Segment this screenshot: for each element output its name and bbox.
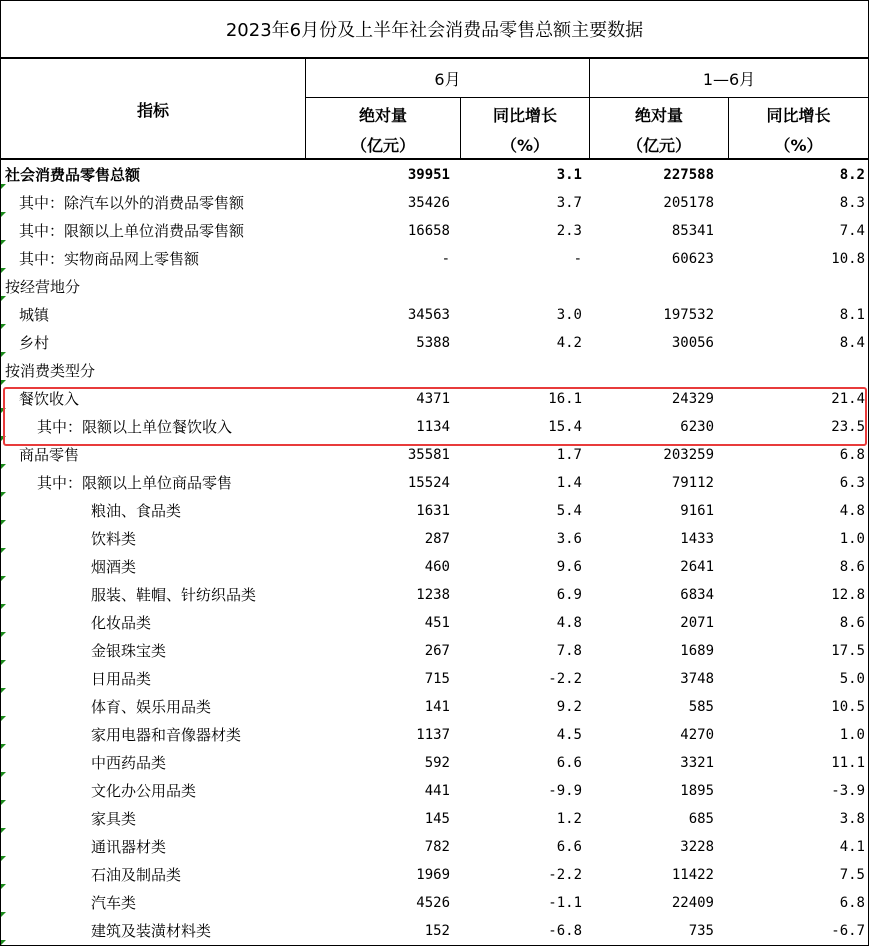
row-label: 金银珠宝类	[91, 642, 167, 660]
cell-jun-yoy: 5.4	[556, 503, 582, 519]
cell-jun-yoy: 3.6	[556, 531, 582, 547]
row-label: 汽车类	[91, 894, 137, 912]
cell-jun-yoy: 15.4	[548, 419, 582, 435]
table-row	[1, 273, 868, 301]
cell-jun-yoy: -6.8	[548, 923, 582, 939]
header-bottom-rule	[1, 158, 868, 160]
cell-h1-abs: 4270	[680, 727, 714, 743]
cell-jun-yoy: 3.7	[556, 195, 582, 211]
row-label: 餐饮收入	[19, 390, 80, 408]
cell-jun-abs: 15524	[407, 475, 450, 491]
header-h1-yoy-unit: （%）	[774, 135, 823, 155]
cell-jun-abs: 35426	[407, 195, 450, 211]
row-label: 家用电器和音像器材类	[91, 726, 242, 744]
cell-h1-yoy: 10.8	[831, 251, 865, 267]
cell-h1-abs: 2641	[680, 559, 714, 575]
cell-h1-abs: 3321	[680, 755, 714, 771]
cell-jun-abs: 1137	[416, 727, 450, 743]
cell-h1-abs: 79112	[671, 475, 714, 491]
cell-h1-yoy: 3.8	[839, 811, 865, 827]
cell-h1-yoy: 4.1	[839, 839, 865, 855]
cell-jun-yoy: -2.2	[548, 671, 582, 687]
table-row	[1, 609, 868, 637]
table-row	[1, 301, 868, 329]
table-row	[1, 861, 868, 889]
row-label: 按消费类型分	[5, 362, 96, 380]
cell-h1-yoy: -6.7	[831, 923, 865, 939]
header-h1-yoy: 同比增长	[766, 105, 831, 125]
cell-h1-yoy: 1.0	[839, 727, 865, 743]
cell-h1-yoy: 1.0	[839, 531, 865, 547]
row-label: 其中：限额以上单位消费品零售额	[19, 222, 245, 240]
cell-h1-yoy: 12.8	[831, 587, 865, 603]
cell-h1-yoy: 10.5	[831, 699, 865, 715]
cell-comment-marker	[1, 940, 6, 945]
cell-jun-yoy: 9.6	[556, 559, 582, 575]
header-period-june: 6月	[434, 69, 461, 89]
highlight-box	[3, 387, 867, 446]
cell-jun-abs: 460	[424, 559, 450, 575]
table-title: 2023年6月份及上半年社会消费品零售总额主要数据	[1, 1, 868, 59]
cell-jun-yoy: 4.5	[556, 727, 582, 743]
cell-h1-yoy: 17.5	[831, 643, 865, 659]
cell-jun-yoy: 6.6	[556, 839, 582, 855]
cell-jun-yoy: -2.2	[548, 867, 582, 883]
row-label: 石油及制品类	[91, 866, 182, 884]
row-label: 化妆品类	[91, 614, 152, 632]
cell-jun-abs: 4526	[416, 895, 450, 911]
table-row	[1, 469, 868, 497]
cell-h1-yoy: 6.8	[839, 447, 865, 463]
cell-jun-abs: 1969	[416, 867, 450, 883]
row-label: 家具类	[91, 810, 137, 828]
cell-jun-yoy: 1.4	[556, 475, 582, 491]
table-row	[1, 189, 868, 217]
table-row	[1, 245, 868, 273]
row-label: 其中：限额以上单位餐饮收入	[37, 418, 233, 436]
row-label: 饮料类	[91, 530, 137, 548]
cell-jun-yoy: -1.1	[548, 895, 582, 911]
header-h1-abs: 绝对量	[634, 105, 683, 125]
table-row	[1, 553, 868, 581]
cell-h1-yoy: 6.8	[839, 895, 865, 911]
row-label: 城镇	[19, 306, 50, 324]
cell-h1-abs: 203259	[663, 447, 714, 463]
cell-jun-abs: 715	[424, 671, 450, 687]
header-divider	[728, 97, 729, 159]
table-row	[1, 721, 868, 749]
cell-jun-yoy: 4.2	[556, 335, 582, 351]
cell-jun-abs: 34563	[407, 307, 450, 323]
cell-h1-yoy: 23.5	[831, 419, 865, 435]
cell-jun-yoy: 1.7	[556, 447, 582, 463]
table-row	[1, 525, 868, 553]
cell-h1-abs: 3748	[680, 671, 714, 687]
row-label: 中西药品类	[91, 754, 167, 772]
cell-jun-abs: 141	[424, 699, 450, 715]
cell-jun-yoy: 6.6	[556, 755, 582, 771]
cell-jun-abs: 441	[424, 783, 450, 799]
header-june-abs-unit: （亿元）	[350, 135, 415, 155]
row-label: 商品零售	[19, 446, 80, 464]
cell-h1-abs: 3228	[680, 839, 714, 855]
row-label: 按经营地分	[5, 278, 81, 296]
cell-h1-yoy: 11.1	[831, 755, 865, 771]
cell-jun-yoy: 3.0	[556, 307, 582, 323]
cell-h1-abs: 227588	[663, 167, 714, 183]
header-june-yoy: 同比增长	[492, 105, 557, 125]
cell-jun-yoy: -9.9	[548, 783, 582, 799]
cell-h1-yoy: 8.4	[839, 335, 865, 351]
header-divider	[305, 59, 306, 159]
cell-h1-abs: 685	[688, 811, 714, 827]
row-label: 其中：实物商品网上零售额	[19, 250, 200, 268]
cell-jun-abs: 4371	[416, 391, 450, 407]
row-label: 日用品类	[91, 670, 152, 688]
cell-h1-abs: 85341	[671, 223, 714, 239]
header-divider	[460, 97, 461, 159]
cell-h1-yoy: 5.0	[839, 671, 865, 687]
cell-jun-yoy: 6.9	[556, 587, 582, 603]
cell-h1-abs: 735	[688, 923, 714, 939]
cell-jun-abs: 145	[424, 811, 450, 827]
cell-h1-yoy: 8.3	[839, 195, 865, 211]
cell-h1-yoy: 8.6	[839, 559, 865, 575]
cell-h1-yoy: 7.4	[839, 223, 865, 239]
cell-h1-yoy: 8.6	[839, 615, 865, 631]
table-row	[1, 329, 868, 357]
cell-h1-abs: 585	[688, 699, 714, 715]
cell-jun-abs: 287	[424, 531, 450, 547]
row-label: 粮油、食品类	[91, 502, 182, 520]
cell-h1-abs: 9161	[680, 503, 714, 519]
table-row	[1, 833, 868, 861]
cell-h1-yoy: 4.8	[839, 503, 865, 519]
cell-h1-abs: 30056	[671, 335, 714, 351]
table-row	[1, 217, 868, 245]
cell-jun-abs: 1238	[416, 587, 450, 603]
cell-h1-yoy: 8.2	[839, 167, 865, 183]
row-label: 建筑及装潢材料类	[91, 922, 212, 940]
header-june-yoy-unit: （%）	[500, 135, 550, 155]
cell-h1-abs: 197532	[663, 307, 714, 323]
cell-h1-yoy: -3.9	[831, 783, 865, 799]
cell-jun-yoy: -	[573, 251, 582, 267]
cell-jun-abs: 451	[424, 615, 450, 631]
header-divider	[305, 97, 868, 98]
table-row	[1, 161, 868, 189]
cell-h1-abs: 205178	[663, 195, 714, 211]
cell-h1-abs: 1689	[680, 643, 714, 659]
table-row	[1, 917, 868, 945]
cell-jun-yoy: 1.2	[556, 811, 582, 827]
cell-jun-abs: 35581	[407, 447, 450, 463]
row-label: 其中：限额以上单位商品零售	[37, 474, 233, 492]
header-june-abs: 绝对量	[358, 105, 407, 125]
cell-jun-abs: 16658	[407, 223, 450, 239]
row-label: 乡村	[19, 334, 50, 352]
table-row	[1, 805, 868, 833]
table-row	[1, 497, 868, 525]
cell-jun-abs: 1134	[416, 419, 450, 435]
cell-jun-yoy: 3.1	[556, 167, 582, 183]
header-indicator: 指标	[136, 100, 169, 120]
table-row	[1, 637, 868, 665]
cell-h1-abs: 6834	[680, 587, 714, 603]
cell-jun-yoy: 7.8	[556, 643, 582, 659]
cell-jun-abs: 1631	[416, 503, 450, 519]
cell-jun-yoy: 16.1	[548, 391, 582, 407]
cell-jun-abs: 5388	[416, 335, 450, 351]
table-row	[1, 357, 868, 385]
cell-h1-abs: 11422	[671, 867, 714, 883]
row-label: 服装、鞋帽、针纺织品类	[91, 586, 257, 604]
cell-h1-yoy: 7.5	[839, 867, 865, 883]
cell-h1-abs: 60623	[671, 251, 714, 267]
header-period-h1: 1—6月	[702, 69, 756, 89]
cell-jun-abs: 592	[424, 755, 450, 771]
cell-jun-yoy: 4.8	[556, 615, 582, 631]
table-row	[1, 665, 868, 693]
cell-jun-abs: 39951	[407, 167, 450, 183]
cell-h1-abs: 24329	[671, 391, 714, 407]
row-label: 通讯器材类	[91, 838, 167, 856]
cell-h1-abs: 22409	[671, 895, 714, 911]
row-label: 其中：除汽车以外的消费品零售额	[19, 194, 245, 212]
cell-h1-abs: 1433	[680, 531, 714, 547]
table-row	[1, 777, 868, 805]
cell-jun-yoy: 9.2	[556, 699, 582, 715]
table-row	[1, 693, 868, 721]
table-row	[1, 889, 868, 917]
cell-h1-abs: 2071	[680, 615, 714, 631]
table-row	[1, 581, 868, 609]
cell-h1-yoy: 6.3	[839, 475, 865, 491]
row-label: 社会消费品零售总额	[5, 166, 141, 184]
row-label: 烟酒类	[91, 558, 137, 576]
cell-jun-abs: -	[441, 251, 450, 267]
cell-h1-abs: 1895	[680, 783, 714, 799]
cell-jun-abs: 267	[424, 643, 450, 659]
cell-h1-yoy: 8.1	[839, 307, 865, 323]
cell-jun-abs: 152	[424, 923, 450, 939]
header-divider	[589, 59, 590, 159]
cell-h1-abs: 6230	[680, 419, 714, 435]
cell-jun-yoy: 2.3	[556, 223, 582, 239]
row-label: 文化办公用品类	[91, 782, 197, 800]
cell-h1-yoy: 21.4	[831, 391, 865, 407]
header-h1-abs-unit: （亿元）	[626, 135, 691, 155]
row-label: 体育、娱乐用品类	[91, 698, 212, 716]
table-row	[1, 749, 868, 777]
cell-jun-abs: 782	[424, 839, 450, 855]
